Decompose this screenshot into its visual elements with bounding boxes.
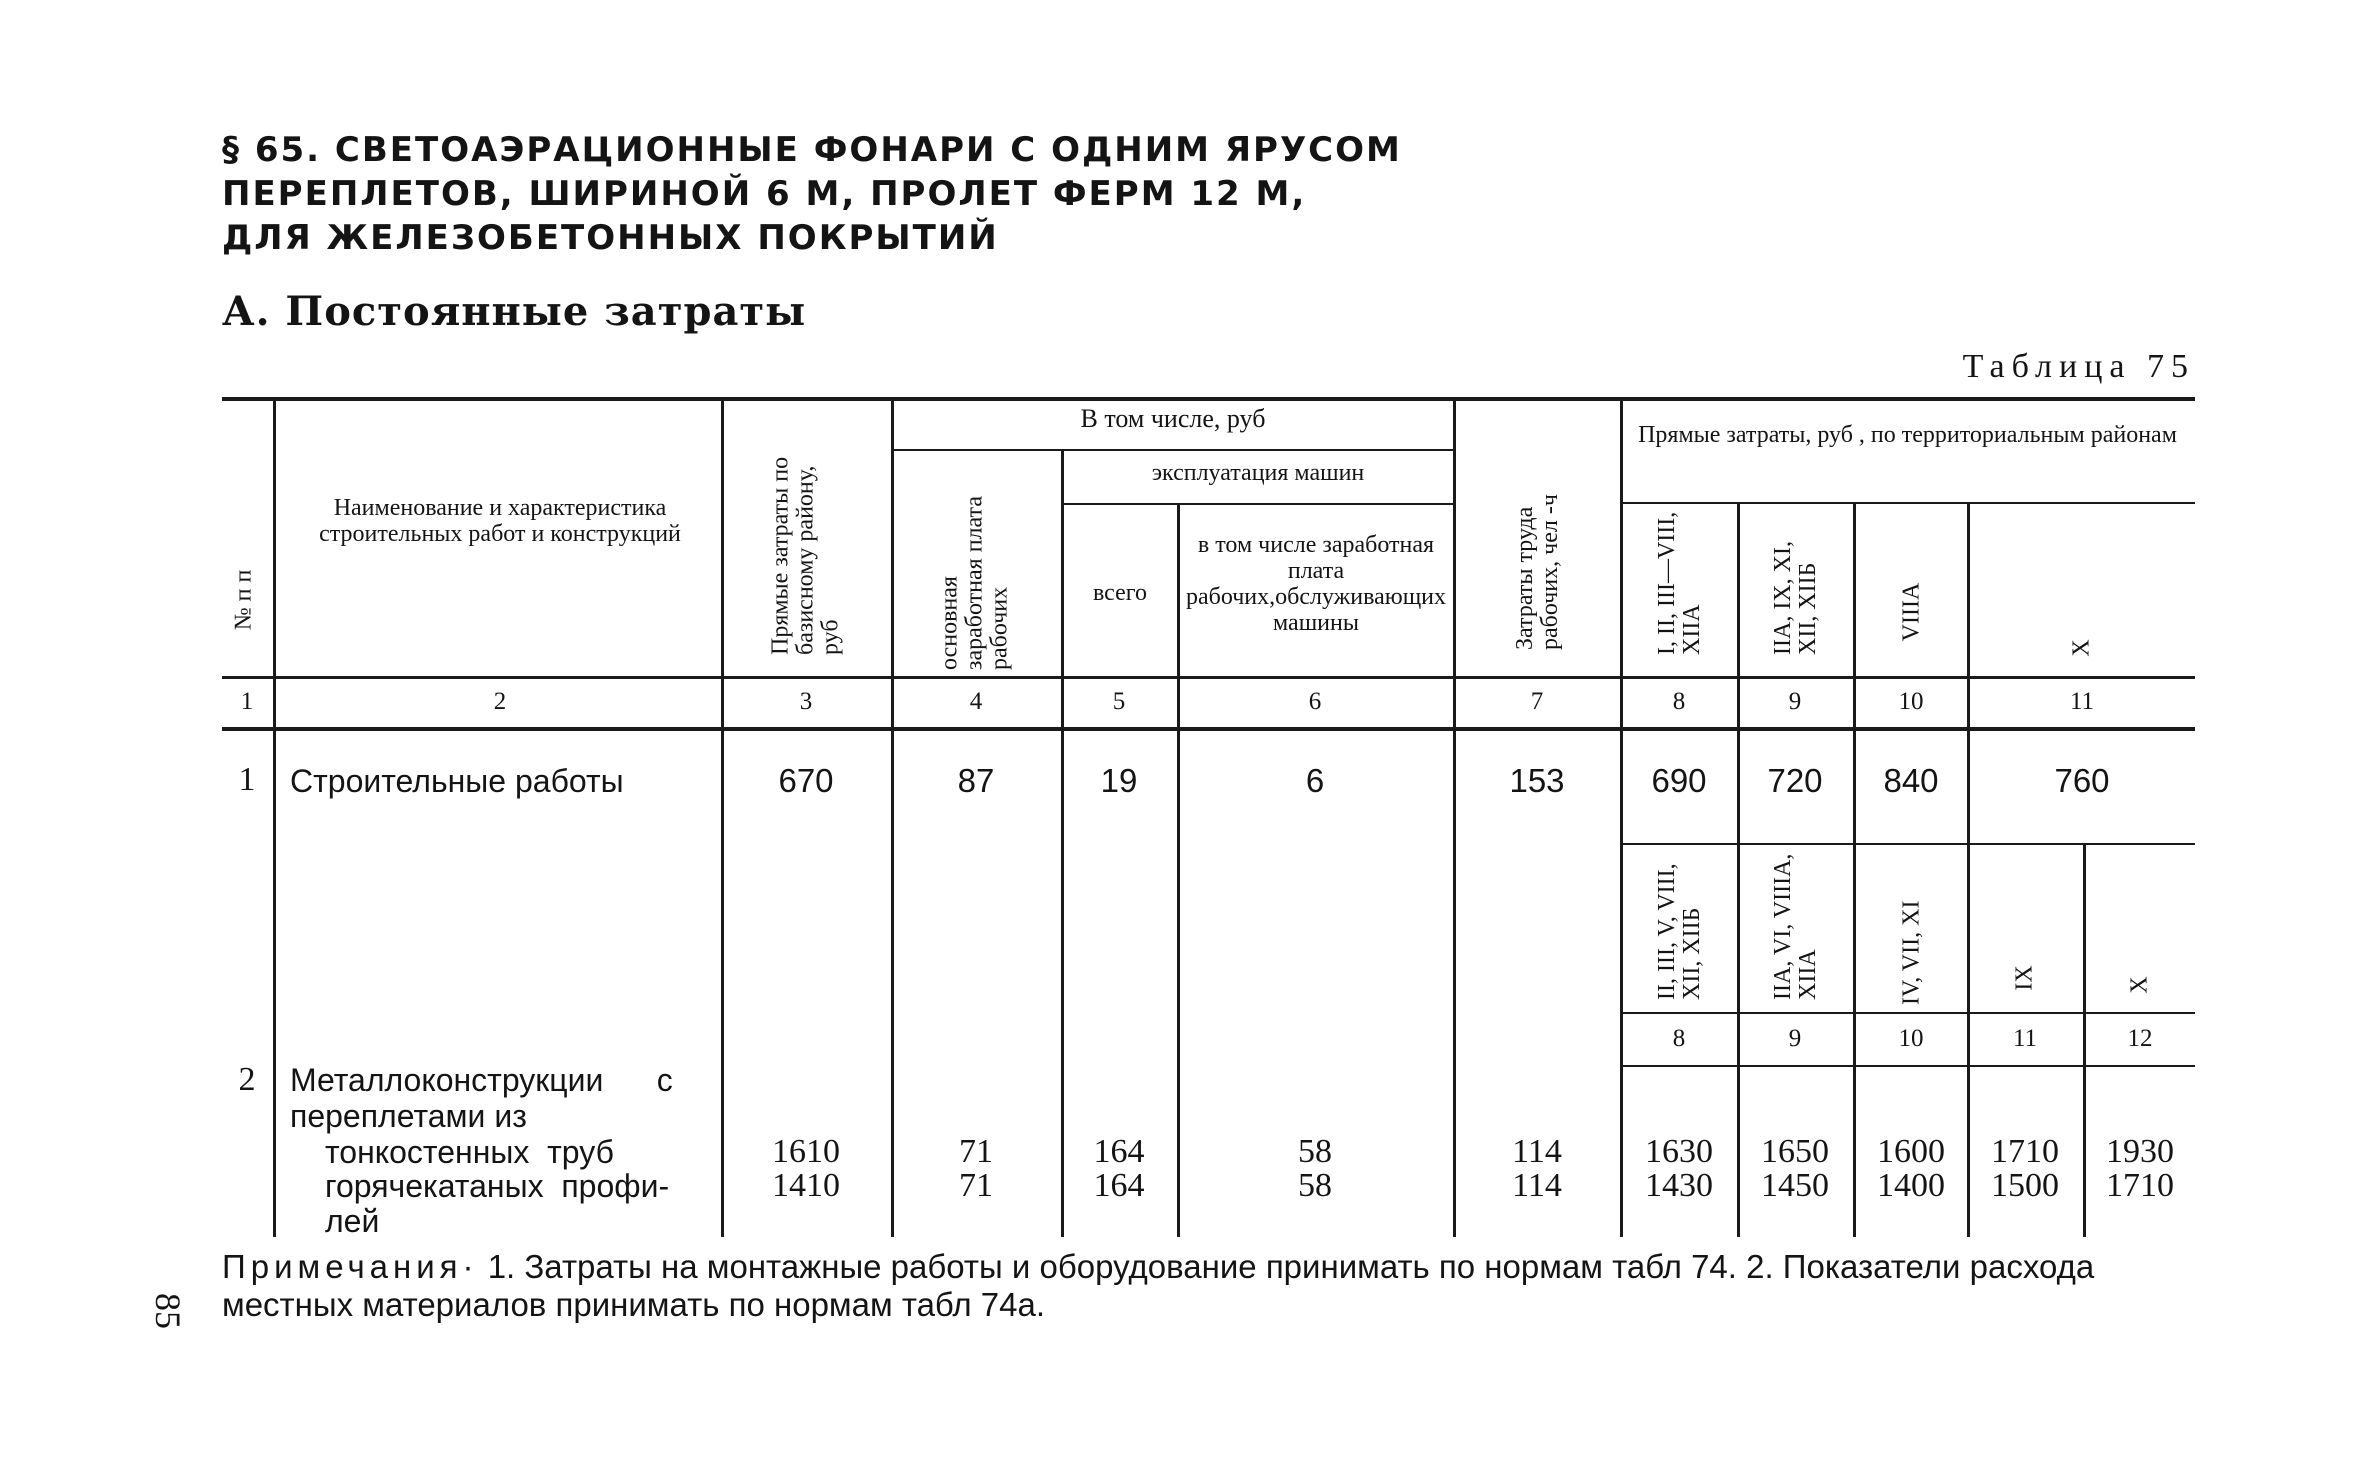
row2-name-tail: лей [325,1203,380,1239]
row2b-regional: 1710 [2106,1167,2174,1204]
col-number: 11 [2012,1025,2038,1052]
row2b-regional: 1400 [1877,1167,1945,1204]
row1-regional: 720 [1767,762,1823,799]
col-number: 10 [1898,688,1924,715]
region2-col-10: IV, VII, XI [1898,900,1925,1005]
row2b-value: 1410 [772,1167,840,1204]
row2a-value: 114 [1512,1133,1562,1170]
row1-value: 6 [1305,762,1325,799]
col-number: 7 [1530,688,1544,715]
row1-name: Строительные работы [290,763,624,799]
header-incl: В том числе, руб [1080,404,1266,433]
table-label: Таблица 75 [1962,348,2195,385]
region-col-10: VIIIA [1898,582,1925,642]
col-number: 3 [799,688,813,715]
row2a-regional: 1710 [1991,1133,2059,1170]
row2-sub-name: тонкостенных труб [325,1134,614,1170]
col-number: 12 [2127,1025,2153,1052]
page-number: 85 [148,1293,188,1329]
row1-value: 153 [1509,762,1565,799]
row1-regional: 840 [1883,762,1939,799]
row1-value: 87 [957,762,995,799]
col-number: 8 [1672,1025,1686,1052]
region2-col-8: II, III, V, VIII, XII, XIIБ [1654,863,1705,1000]
section-title [222,128,1402,260]
header-direct-base: Прямые затраты по базисному району, руб [767,456,844,655]
row2a-regional: 1600 [1877,1133,1945,1170]
row1-no: 1 [238,761,256,798]
row2a-value: 1610 [772,1133,840,1170]
row2b-value: 71 [959,1167,993,1204]
row2a-regional: 1650 [1761,1133,1829,1170]
row2b-regional: 1450 [1761,1167,1829,1204]
col-number: 9 [1788,688,1802,715]
row2b-value: 114 [1512,1167,1562,1204]
row2-no: 2 [238,1061,256,1098]
region2-col-9: IIA, VI, VIIIA, XIIA [1770,853,1821,1000]
row2b-value: 58 [1298,1167,1332,1204]
header-name: Наименование и характеристика строительных работ и конструкций [319,495,681,547]
row1-regional: 690 [1651,762,1707,799]
col-number: 11 [2069,688,2095,715]
row2a-value: 58 [1298,1133,1332,1170]
header-machines-total: всего [1092,580,1148,606]
col-number: 1 [240,688,254,715]
col-number: 9 [1788,1025,1802,1052]
col-number: 8 [1672,688,1686,715]
row1-regional: 760 [2054,762,2110,799]
row1-value: 670 [778,762,834,799]
row2b-regional: 1500 [1991,1167,2059,1204]
region-col-8: I, II, III—VIII, XIIA [1654,511,1705,655]
col-number: 4 [969,688,983,715]
title-line: ПЕРЕПЛЕТОВ, ШИРИНОЙ 6 М, ПРОЛЕТ ФЕРМ 12 М, [222,174,1307,214]
header-machines: эксплуатация машин [1151,460,1365,486]
row1-value: 19 [1100,762,1138,799]
col-number: 2 [493,688,507,715]
region-col-11: X [2068,639,2095,657]
header-labor: Затраты труда рабочих, чел -ч [1512,494,1563,650]
region2-col-12: X [2126,976,2153,994]
notes [222,1248,2212,1324]
col-number: 10 [1898,1025,1924,1052]
row2-name-line: Металлоконструкции с [290,1062,673,1098]
subheading: А. Постоянные затраты [222,288,807,335]
col-number: 6 [1308,688,1322,715]
row2-name-line: переплетами из [290,1098,527,1134]
notes-label: Примечания· [222,1248,479,1285]
row2b-value: 164 [1093,1167,1145,1204]
header-regional: Прямые затраты, руб , по территориальным районам [1638,422,2177,448]
title-line: § 65. СВЕТОАЭРАЦИОННЫЕ ФОНАРИ С ОДНИМ ЯРУСОМ [222,130,1402,170]
header-no: № п п [230,569,257,631]
row2a-regional: 1930 [2106,1133,2174,1170]
row2-sub-name: горячекатаных профи- [325,1168,670,1204]
row2a-value: 164 [1093,1133,1145,1170]
row2a-value: 71 [959,1133,993,1170]
notes-text: 1. Затраты на монтажные работы и оборудование принимать по нормам табл 74. 2. Показатели расхода местных материалов принимать по нормам табл 74а. [222,1248,2095,1323]
header-machines-wage: в том числе заработная плата рабочих,обслуживающих машины [1185,532,1447,636]
row2a-regional: 1630 [1645,1133,1713,1170]
row2b-regional: 1430 [1645,1167,1713,1204]
title-line: ДЛЯ ЖЕЛЕЗОБЕТОННЫХ ПОКРЫТИЙ [222,218,999,258]
region-col-9: IIA, IX, XI, XII, XIIБ [1770,541,1821,655]
col-number: 5 [1112,688,1126,715]
region2-col-11: IX [2011,965,2038,991]
header-basic-wage: основная заработная плата рабочих [936,496,1013,670]
